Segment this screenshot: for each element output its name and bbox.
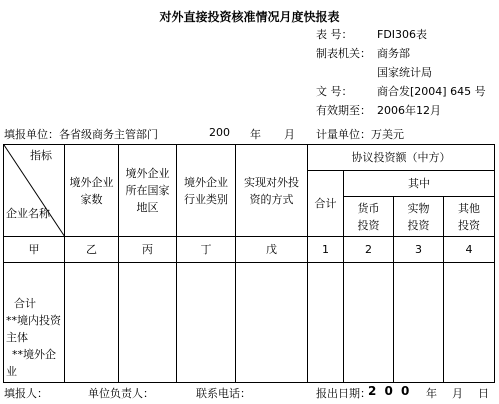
meta-row-issuer-2 [0, 66, 499, 79]
meta-value: 商务部 [377, 47, 410, 60]
row-labels-cell [4, 263, 65, 383]
data-cell[interactable] [444, 263, 495, 383]
meta-value: 2006年12月 [377, 104, 441, 117]
indicator-label: 指标 [30, 149, 52, 162]
col-header-method: 实现对外投资的方式 [236, 145, 308, 237]
measurement-unit: 计量单位：万美元 [316, 128, 404, 141]
footer-day-word: 日 [478, 387, 489, 400]
data-cell[interactable] [308, 263, 344, 383]
footer-filler: 填报人： [4, 387, 48, 400]
data-cell[interactable] [65, 263, 119, 383]
report-table [3, 144, 495, 383]
col-header-country: 境外企业所在国家地区 [119, 145, 177, 237]
col-header-foreign-count: 境外企业家数 [65, 145, 119, 237]
row-label-foreign: **境外企 [12, 348, 56, 361]
meta-label: 制表机关： [316, 47, 371, 60]
meta-row-table-number [0, 28, 499, 41]
data-cell[interactable] [344, 263, 394, 383]
code-cell: 2 [344, 237, 394, 263]
code-cell: 乙 [65, 237, 119, 263]
meta-row-issuer [0, 47, 499, 60]
data-cell[interactable] [177, 263, 236, 383]
code-cell: 3 [394, 237, 444, 263]
meta-label: 有效期至： [316, 104, 371, 117]
code-cell: 4 [444, 237, 495, 263]
footer-year-word: 年 [426, 387, 437, 400]
year-word: 年 [250, 128, 261, 141]
code-cell: 甲 [4, 237, 65, 263]
meta-row-document-number [0, 85, 499, 98]
enterprise-name-label: 企业名称 [6, 207, 50, 220]
col-header-agreed-investment: 协议投资额（中方） [308, 145, 495, 171]
footer-leader: 单位负责人： [88, 387, 154, 400]
month-word: 月 [284, 128, 295, 141]
footer-year-prefix: 2 0 0 [368, 384, 412, 398]
col-header-of-which: 其中 [344, 171, 495, 197]
year-prefix: 200 [209, 126, 230, 139]
meta-label: 文 号： [316, 85, 353, 98]
row-label-foreign-cont: 业 [6, 365, 17, 378]
col-header-total: 合计 [308, 171, 344, 237]
row-label-domestic-cont: 主体 [6, 331, 28, 344]
data-row [4, 263, 495, 383]
col-header-goods: 实物投资 [394, 197, 444, 237]
footer-report-date: 报出日期： [316, 387, 371, 400]
meta-value: 商合发[2004] 645 号 [377, 85, 486, 98]
meta-row-valid-until [0, 104, 499, 117]
meta-label: 表 号： [316, 28, 353, 41]
data-cell[interactable] [236, 263, 308, 383]
footer-phone: 联系电话： [196, 387, 251, 400]
col-header-other: 其他投资 [444, 197, 495, 237]
data-cell[interactable] [119, 263, 177, 383]
meta-value: 国家统计局 [377, 66, 432, 79]
reporting-unit: 填报单位：各省级商务主管部门 [4, 128, 158, 141]
col-header-currency: 货币投资 [344, 197, 394, 237]
form-meta [0, 28, 499, 128]
code-row [4, 237, 495, 263]
meta-value: FDI306表 [377, 28, 428, 41]
footer [0, 385, 499, 401]
col-header-industry: 境外企业行业类别 [177, 145, 236, 237]
form-title: 对外直接投资核准情况月度快报表 [159, 10, 340, 24]
data-cell[interactable] [394, 263, 444, 383]
row-label-domestic: **境内投资 [6, 314, 61, 327]
footer-month-word: 月 [452, 387, 463, 400]
code-cell: 丁 [177, 237, 236, 263]
code-cell: 丙 [119, 237, 177, 263]
code-cell: 1 [308, 237, 344, 263]
row-label-total: 合计 [14, 297, 36, 310]
fill-line [0, 126, 499, 140]
code-cell: 戊 [236, 237, 308, 263]
header-corner-cell [4, 145, 65, 237]
